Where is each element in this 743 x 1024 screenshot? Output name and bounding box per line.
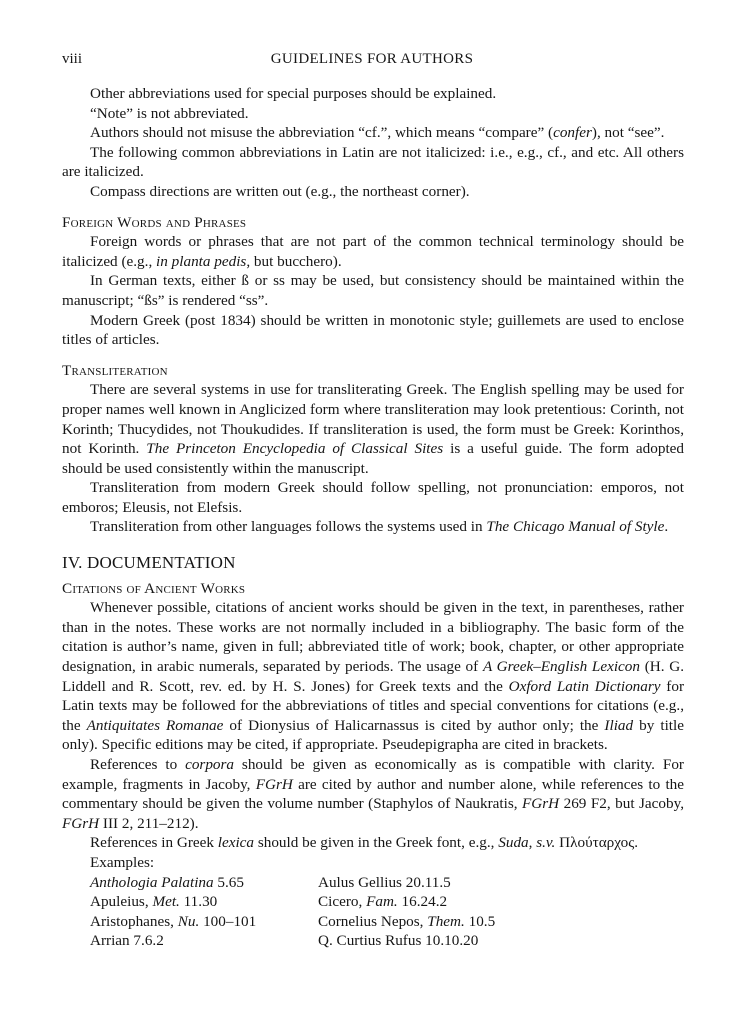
example-item: Apuleius, Met. 11.30	[90, 893, 218, 911]
example-item: Aulus Gellius 20.11.5	[318, 873, 451, 891]
paragraph: References to corpora should be given as economically as is compatible with clarity. For example, fragments in Jacoby, FGrH are cited by author and number alone, while references to the commentary should be given the volume number (Staphylos of Naukratis, FGrH 269 F2, but Jacoby, FGrH III 2, 211–212).	[62, 756, 684, 832]
paragraph: Compass directions are written out (e.g., the northeast corner).	[90, 182, 470, 200]
paragraph: Transliteration from other languages follows the systems used in The Chicago Manual of Style.	[90, 518, 669, 536]
example-item: Cicero, Fam. 16.24.2	[318, 893, 448, 911]
page-header	[62, 51, 682, 75]
example-item: Arrian 7.6.2	[90, 932, 164, 950]
paragraph: Modern Greek (post 1834) should be written in monotonic style; guillemets are used to enclose titles of articles.	[62, 311, 684, 349]
paragraph: There are several systems in use for transliterating Greek. The English spelling may be used for proper names well known in Anglicized form where transliteration may look pretentious: Corinth, not Korinth; Thucydides, not Thoukudides. If transliteration is used, the form must be Greek: Korinthos, not Korinth. The Princeton Encyclopedia of Classical Sites is a useful guide. The form adopted should be used consistently within the manuscript.	[62, 381, 685, 477]
paragraph: References in Greek lexica should be given in the Greek font, e.g., Suda, s.v. Πλούταρχος.	[90, 834, 639, 852]
paragraph: Other abbreviations used for special purposes should be explained.	[90, 85, 497, 102]
running-title: GUIDELINES FOR AUTHORS	[270, 51, 474, 67]
subheading-foreign-words: Foreign Words and Phrases	[62, 213, 247, 231]
paragraph: Foreign words or phrases that are not part of the common technical terminology should be italicized (e.g., in planta pedis, but bucchero).	[62, 233, 684, 270]
paragraph: Authors should not misuse the abbreviation “cf.”, which means “compare” (confer), not “see”.	[90, 124, 665, 142]
paragraph: Transliteration from modern Greek should follow spelling, not pronunciation: emporos, not emboros; Eleusis, not Elefsis.	[62, 479, 684, 516]
paragraph: “Note” is not abbreviated.	[90, 104, 249, 122]
example-item: Anthologia Palatina 5.65	[90, 873, 244, 891]
example-item: Q. Curtius Rufus 10.10.20	[318, 932, 479, 950]
section-heading-documentation: IV. DOCUMENTATION	[62, 553, 236, 573]
paragraph: Whenever possible, citations of ancient works should be given in the text, in parentheses, rather than in the notes. These works are not normally included in a bibliography. The basic form of the citation is author’s name, given in full; abbreviated title of work; book, chapter, or other appropriate designation, in arabic numerals, separated by periods. The usage of A Greek–English Lexicon (H. G. Liddell and R. Scott, rev. ed. by H. S. Jones) for Greek texts and the Oxford Latin Dictionary for Latin texts may be followed for the abbreviations of titles and special conventions for citations (e.g., the Antiquitates Romanae of Dionysius of Halicarnassus is cited by author only; the Iliad by title only). Specific editions may be cited, if appropriate. Pseudepigrapha are cited in brackets.	[62, 599, 684, 754]
subheading-citations: Citations of Ancient Works	[62, 579, 246, 597]
example-item: Aristophanes, Nu. 100–101	[90, 912, 257, 930]
subheading-transliteration: Transliteration	[62, 361, 168, 379]
page-number: viii	[62, 51, 83, 67]
page-body	[62, 84, 684, 951]
examples-list	[90, 873, 684, 951]
example-item: Cornelius Nepos, Them. 10.5	[318, 912, 496, 930]
paragraph: In German texts, either ß or ss may be used, but consistency should be maintained within the manuscript; “ßs” is rendered “ss”.	[62, 272, 684, 309]
paragraph: The following common abbreviations in Latin are not italicized: i.e., e.g., cf., and etc. All others are italicized.	[62, 143, 684, 181]
examples-label: Examples:	[90, 853, 155, 871]
